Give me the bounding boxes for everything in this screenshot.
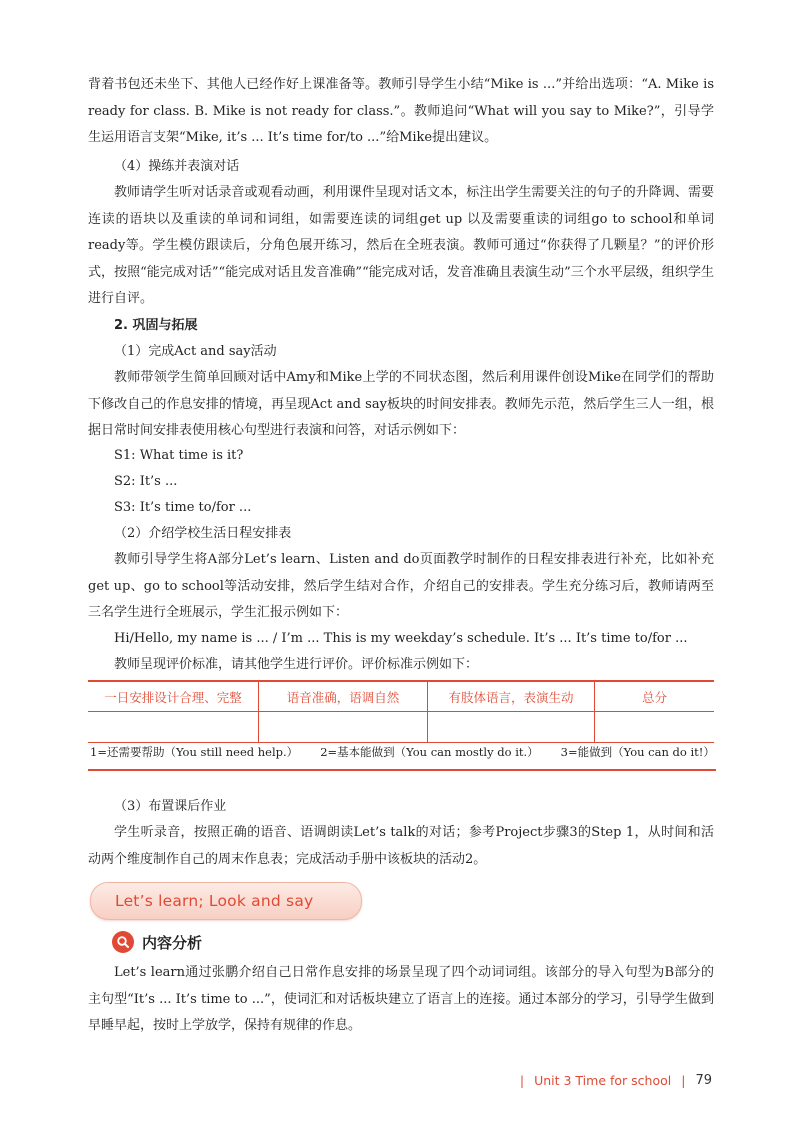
- heading-practice-dialogue: （4）操练并表演对话: [114, 159, 240, 174]
- school-schedule-paragraph: 教师引导学生将A部分Let’s learn、Listen and do页面教学时制作的日程安排表进行补充，比如补充get up、go to school等活动安排，然后学生结对合作，介绍自己的安排表。学生充分练习后，教师请两至三名学生进行全班展示，学生汇报示例如下：: [88, 552, 714, 620]
- heading-homework: （3）布置课后作业: [114, 799, 227, 814]
- blank-cell: [428, 712, 595, 743]
- blank-cell: [595, 712, 715, 743]
- criterion-body-language: 有肢体语言，表演生动: [428, 681, 595, 712]
- blank-cell: [88, 712, 259, 743]
- page-number: 79: [695, 1073, 712, 1088]
- legend-level-2: 2=基本能做到（You can mostly do it.）: [320, 745, 539, 759]
- act-and-say-paragraph: 教师带领学生简单回顾对话中Amy和Mike上学的不同状态图，然后利用课件创设Mike在同学们的帮助下修改自己的作息安排的情境，再呈现Act and say板块的时间安排表。教师先示范，然后学生三人一组，根据日常时间安排表使用核心句型进行表演和问答，对话示例如下：: [88, 370, 714, 438]
- footer-unit-title: Unit 3 Time for school: [534, 1073, 672, 1088]
- legend-level-1: 1=还需要帮助（You still need help.）: [90, 745, 299, 759]
- criterion-total: 总分: [595, 681, 715, 712]
- evaluation-intro: 教师呈现评价标准，请其他学生进行评价。评价标准示例如下：: [114, 657, 479, 672]
- intro-paragraph: 背着书包还未坐下、其他人已经作好上课准备等。教师引导学生小结“Mike is ...”并给出选项：“A. Mike is ready for class. B. Mike is not ready for class.”。教师追问“What will you say to Mike?”，引导学生运用语言支架“Mike, it’s ... It’s time for/to ...”给Mike提出建议。: [88, 77, 714, 145]
- section-banner-title: Let’s learn; Look and say: [115, 892, 314, 910]
- evaluation-blank-row: [88, 712, 714, 743]
- footer-separator: |: [681, 1073, 686, 1088]
- evaluation-legend: [88, 739, 716, 771]
- dialogue-s3: S3: It’s time to/for ...: [114, 500, 252, 515]
- dialogue-s2: S2: It’s ...: [114, 474, 178, 489]
- magnifier-icon: [112, 931, 134, 953]
- section-banner: [90, 882, 362, 920]
- criterion-design: 一日安排设计合理、完整: [88, 681, 259, 712]
- heading-act-and-say: （1）完成Act and say活动: [114, 344, 277, 359]
- legend-level-3: 3=能做到（You can do it!）: [560, 745, 715, 759]
- evaluation-table: [88, 680, 714, 743]
- blank-cell: [259, 712, 428, 743]
- page-footer: [520, 1073, 712, 1088]
- dialogue-s1: S1: What time is it?: [114, 448, 244, 463]
- analysis-paragraph: Let’s learn通过张鹏介绍自己日常作息安排的场景呈现了四个动词词组。该部分的导入句型为B部分的主句型“It’s ... It’s time to ...”，使词汇和对话板块建立了语言上的连接。通过本部分的学习，引导学生做到早睡早起，按时上学放学，保持有规律的作息。: [88, 965, 714, 1033]
- heading-consolidate: 2. 巩固与拓展: [114, 318, 198, 333]
- evaluation-header-row: [88, 681, 714, 712]
- heading-school-schedule: （2）介绍学校生活日程安排表: [114, 526, 292, 541]
- criterion-pronunciation: 语音准确，语调自然: [259, 681, 428, 712]
- homework-paragraph: 学生听录音，按照正确的语音、语调朗读Let’s talk的对话；参考Project步骤3的Step 1，从时间和活动两个维度制作自己的周末作息表；完成活动手册中该板块的活动2。: [88, 825, 714, 867]
- content-analysis-title: 内容分析: [142, 933, 203, 952]
- practice-paragraph: 教师请学生听对话录音或观看动画，利用课件呈现对话文本，标注出学生需要关注的句子的升降调、需要连读的语块以及重读的单词和词组，如需要连读的词组get up 以及需要重读的词组go to school和单词ready等。学生模仿跟读后，分角色展开练习，然后在全班表演。教师可通过“你获得了几颗星？”的评价形式，按照“能完成对话”“能完成对话且发音准确”“能完成对话，发音准确且表演生动”三个水平层级，组织学生进行自评。: [88, 185, 714, 306]
- footer-separator: |: [519, 1073, 525, 1088]
- content-analysis-heading: [112, 928, 202, 956]
- report-example: Hi/Hello, my name is ... / I’m ... This is my weekday’s schedule. It’s ... It’s time to/for ...: [114, 631, 688, 646]
